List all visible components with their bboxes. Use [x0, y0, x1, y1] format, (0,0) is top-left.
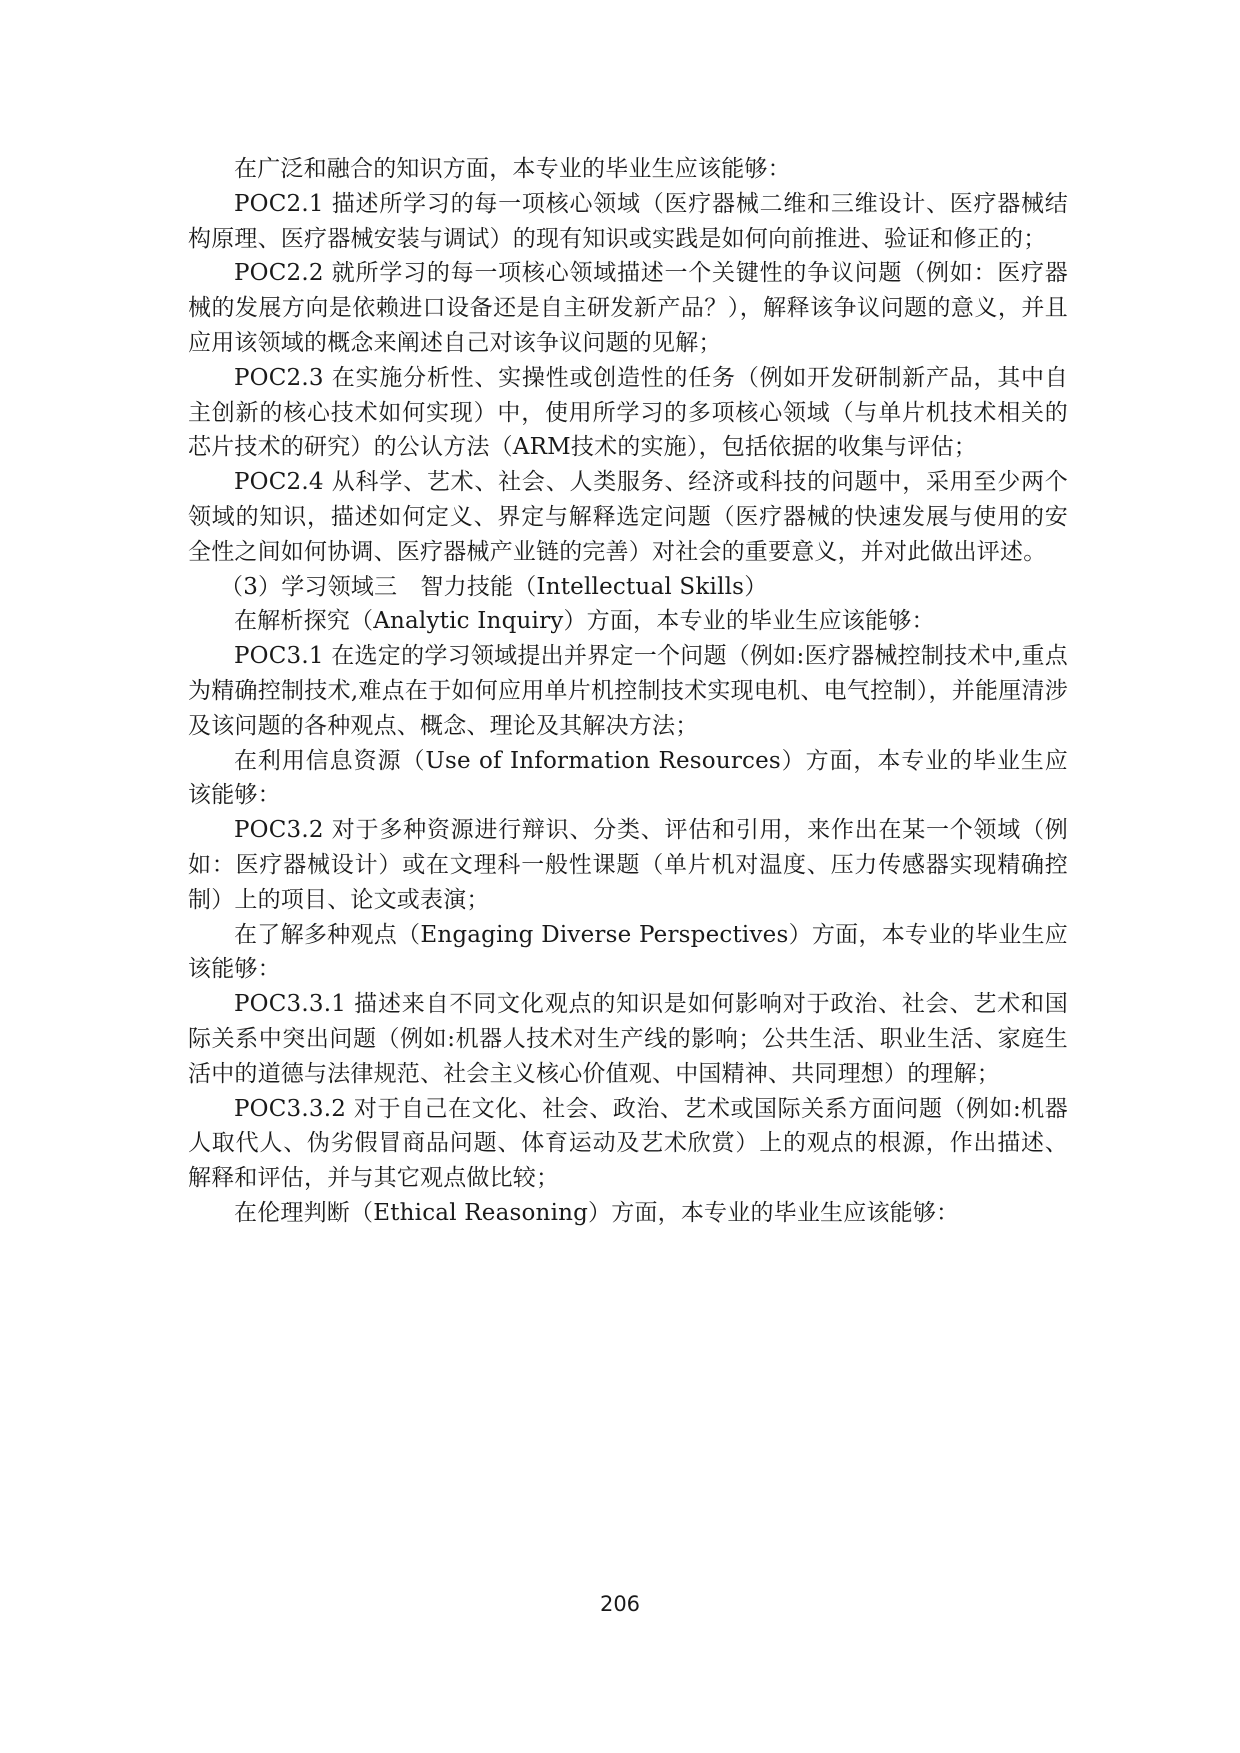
paragraph-poc2-4: POC2.4 从科学、艺术、社会、人类服务、经济或科技的问题中，采用至少两个领域的知识，描述如何定义、界定与解释选定问题（医疗器械的快速发展与使用的安全性之间如何协调、医疗器械产业链的完善）对社会的重要意义，并对此做出评述。	[188, 469, 1068, 565]
section-heading-intellectual-skills: （3）学习领域三 智力技能（Intellectual Skills）	[220, 573, 768, 600]
page-body	[188, 152, 1068, 1231]
paragraph-information-resources-intro: 在利用信息资源（Use of Information Resources）方面，本专业的毕业生应该能够：	[188, 747, 1068, 809]
paragraph-ethical-reasoning-intro: 在伦理判断（Ethical Reasoning）方面，本专业的毕业生应该能够：	[234, 1199, 960, 1226]
paragraph-poc3-1: POC3.1 在选定的学习领域提出并界定一个问题（例如:医疗器械控制技术中,重点为精确控制技术,难点在于如何应用单片机控制技术实现电机、电气控制），并能厘清涉及该问题的各种观点、概念、理论及其解决方法；	[188, 643, 1068, 739]
paragraph-poc3-3-2: POC3.3.2 对于自己在文化、社会、政治、艺术或国际关系方面问题（例如:机器人取代人、伪劣假冒商品问题、体育运动及艺术欣赏）上的观点的根源，作出描述、解释和评估，并与其它观点做比较；	[188, 1095, 1068, 1192]
paragraph-poc2-2: POC2.2 就所学习的每一项核心领域描述一个关键性的争议问题（例如：医疗器械的发展方向是依赖进口设备还是自主研发新产品？），解释该争议问题的意义，并且应用该领域的概念来阐述自己对该争议问题的见解；	[188, 260, 1068, 356]
paragraph-poc2-1: POC2.1 描述所学习的每一项核心领域（医疗器械二维和三维设计、医疗器械结构原理、医疗器械安装与调试）的现有知识或实践是如何向前推进、验证和修正的；	[188, 190, 1068, 252]
paragraph-diverse-perspectives-intro: 在了解多种观点（Engaging Diverse Perspectives）方面，本专业的毕业生应该能够：	[188, 921, 1068, 983]
page-number: 206	[599, 1592, 641, 1616]
paragraph-poc3-2: POC3.2 对于多种资源进行辩识、分类、评估和引用，来作出在某一个领域（例如：医疗器械设计）或在文理科一般性课题（单片机对温度、压力传感器实现精确控制）上的项目、论文或表演；	[188, 817, 1068, 913]
paragraph-poc2-3: POC2.3 在实施分析性、实操性或创造性的任务（例如开发研制新产品，其中自主创新的核心技术如何实现）中，使用所学习的多项核心领域（与单片机技术相关的芯片技术的研究）的公认方法（ARM技术的实施），包括依据的收集与评估；	[188, 364, 1068, 461]
paragraph-analytic-inquiry-intro: 在解析探究（Analytic Inquiry）方面，本专业的毕业生应该能够：	[234, 608, 935, 635]
paragraph-poc3-3-1: POC3.3.1 描述来自不同文化观点的知识是如何影响对于政治、社会、艺术和国际关系中突出问题（例如:机器人技术对生产线的影响；公共生活、职业生活、家庭生活中的道德与法律规范、社会主义核心价值观、中国精神、共同理想）的理解；	[188, 991, 1068, 1087]
paragraph-broad-knowledge-intro: 在广泛和融合的知识方面，本专业的毕业生应该能够：	[234, 156, 791, 182]
